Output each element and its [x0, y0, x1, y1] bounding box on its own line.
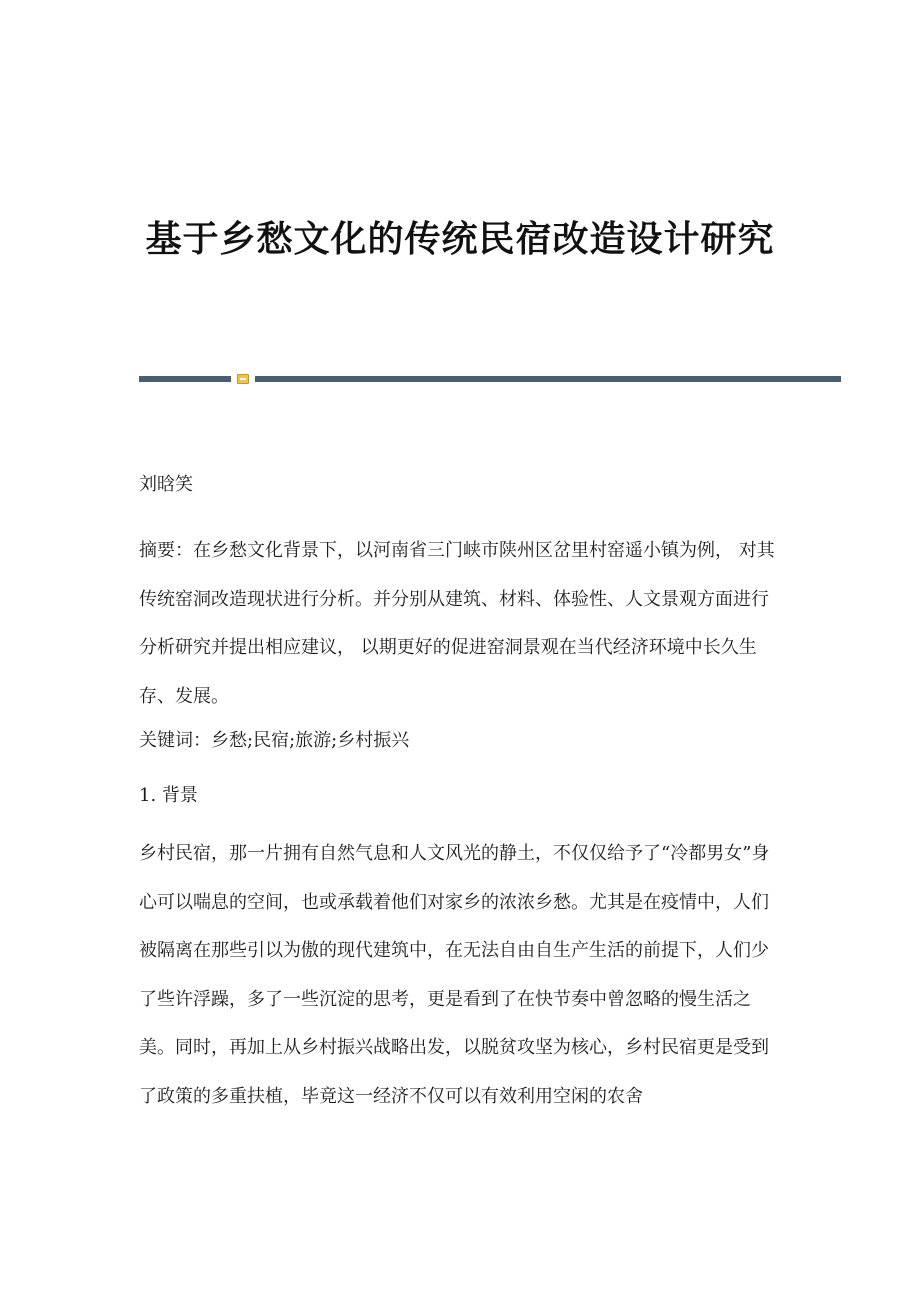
document-title: 基于乡愁文化的传统民宿改造设计研究 — [145, 218, 775, 260]
keywords-label: 关键词： — [139, 730, 211, 751]
abstract-paragraph — [139, 527, 783, 721]
divider-bar-left — [139, 376, 231, 382]
author-name: 刘晗笑 — [139, 474, 193, 495]
keywords-text: 乡愁;民宿;旅游;乡村振兴 — [211, 730, 410, 751]
divider-bar-right — [255, 376, 841, 382]
body-paragraph: 乡村民宿，那一片拥有自然气息和人文风光的静土，不仅仅给予了“冷都男女”身心可以喘息的空间，也或承载着他们对家乡的浓浓乡愁。尤其是在疫情中，人们被隔离在那些引以为傲的现代建筑中，在无法自由自生产生活的前提下，人们少了些许浮躁，多了一些沉淀的思考，更是看到了在快节奏中曾忽略的慢生活之美。同时，再加上从乡村振兴战略出发，以脱贫攻坚为核心，乡村民宿更是受到了政策的多重扶植，毕竟这一经济不仅可以有效利用空闲的农舍 — [139, 843, 770, 1107]
divider-ornament-icon — [237, 374, 249, 384]
section-heading: 1. 背景 — [139, 785, 198, 806]
abstract-text: 在乡愁文化背景下，以河南省三门峡市陕州区岔里村窑遥小镇为例， 对其传统窑洞改造现状进行分析。并分别从建筑、材料、体验性、人文景观方面进行分析研究并提出相应建议， 以期更好的促进窑洞景观在当代经济环境中长久生存、发展。 — [139, 540, 775, 707]
title-divider — [139, 374, 841, 384]
keywords-line — [139, 729, 783, 753]
abstract-label: 摘要： — [139, 540, 193, 561]
